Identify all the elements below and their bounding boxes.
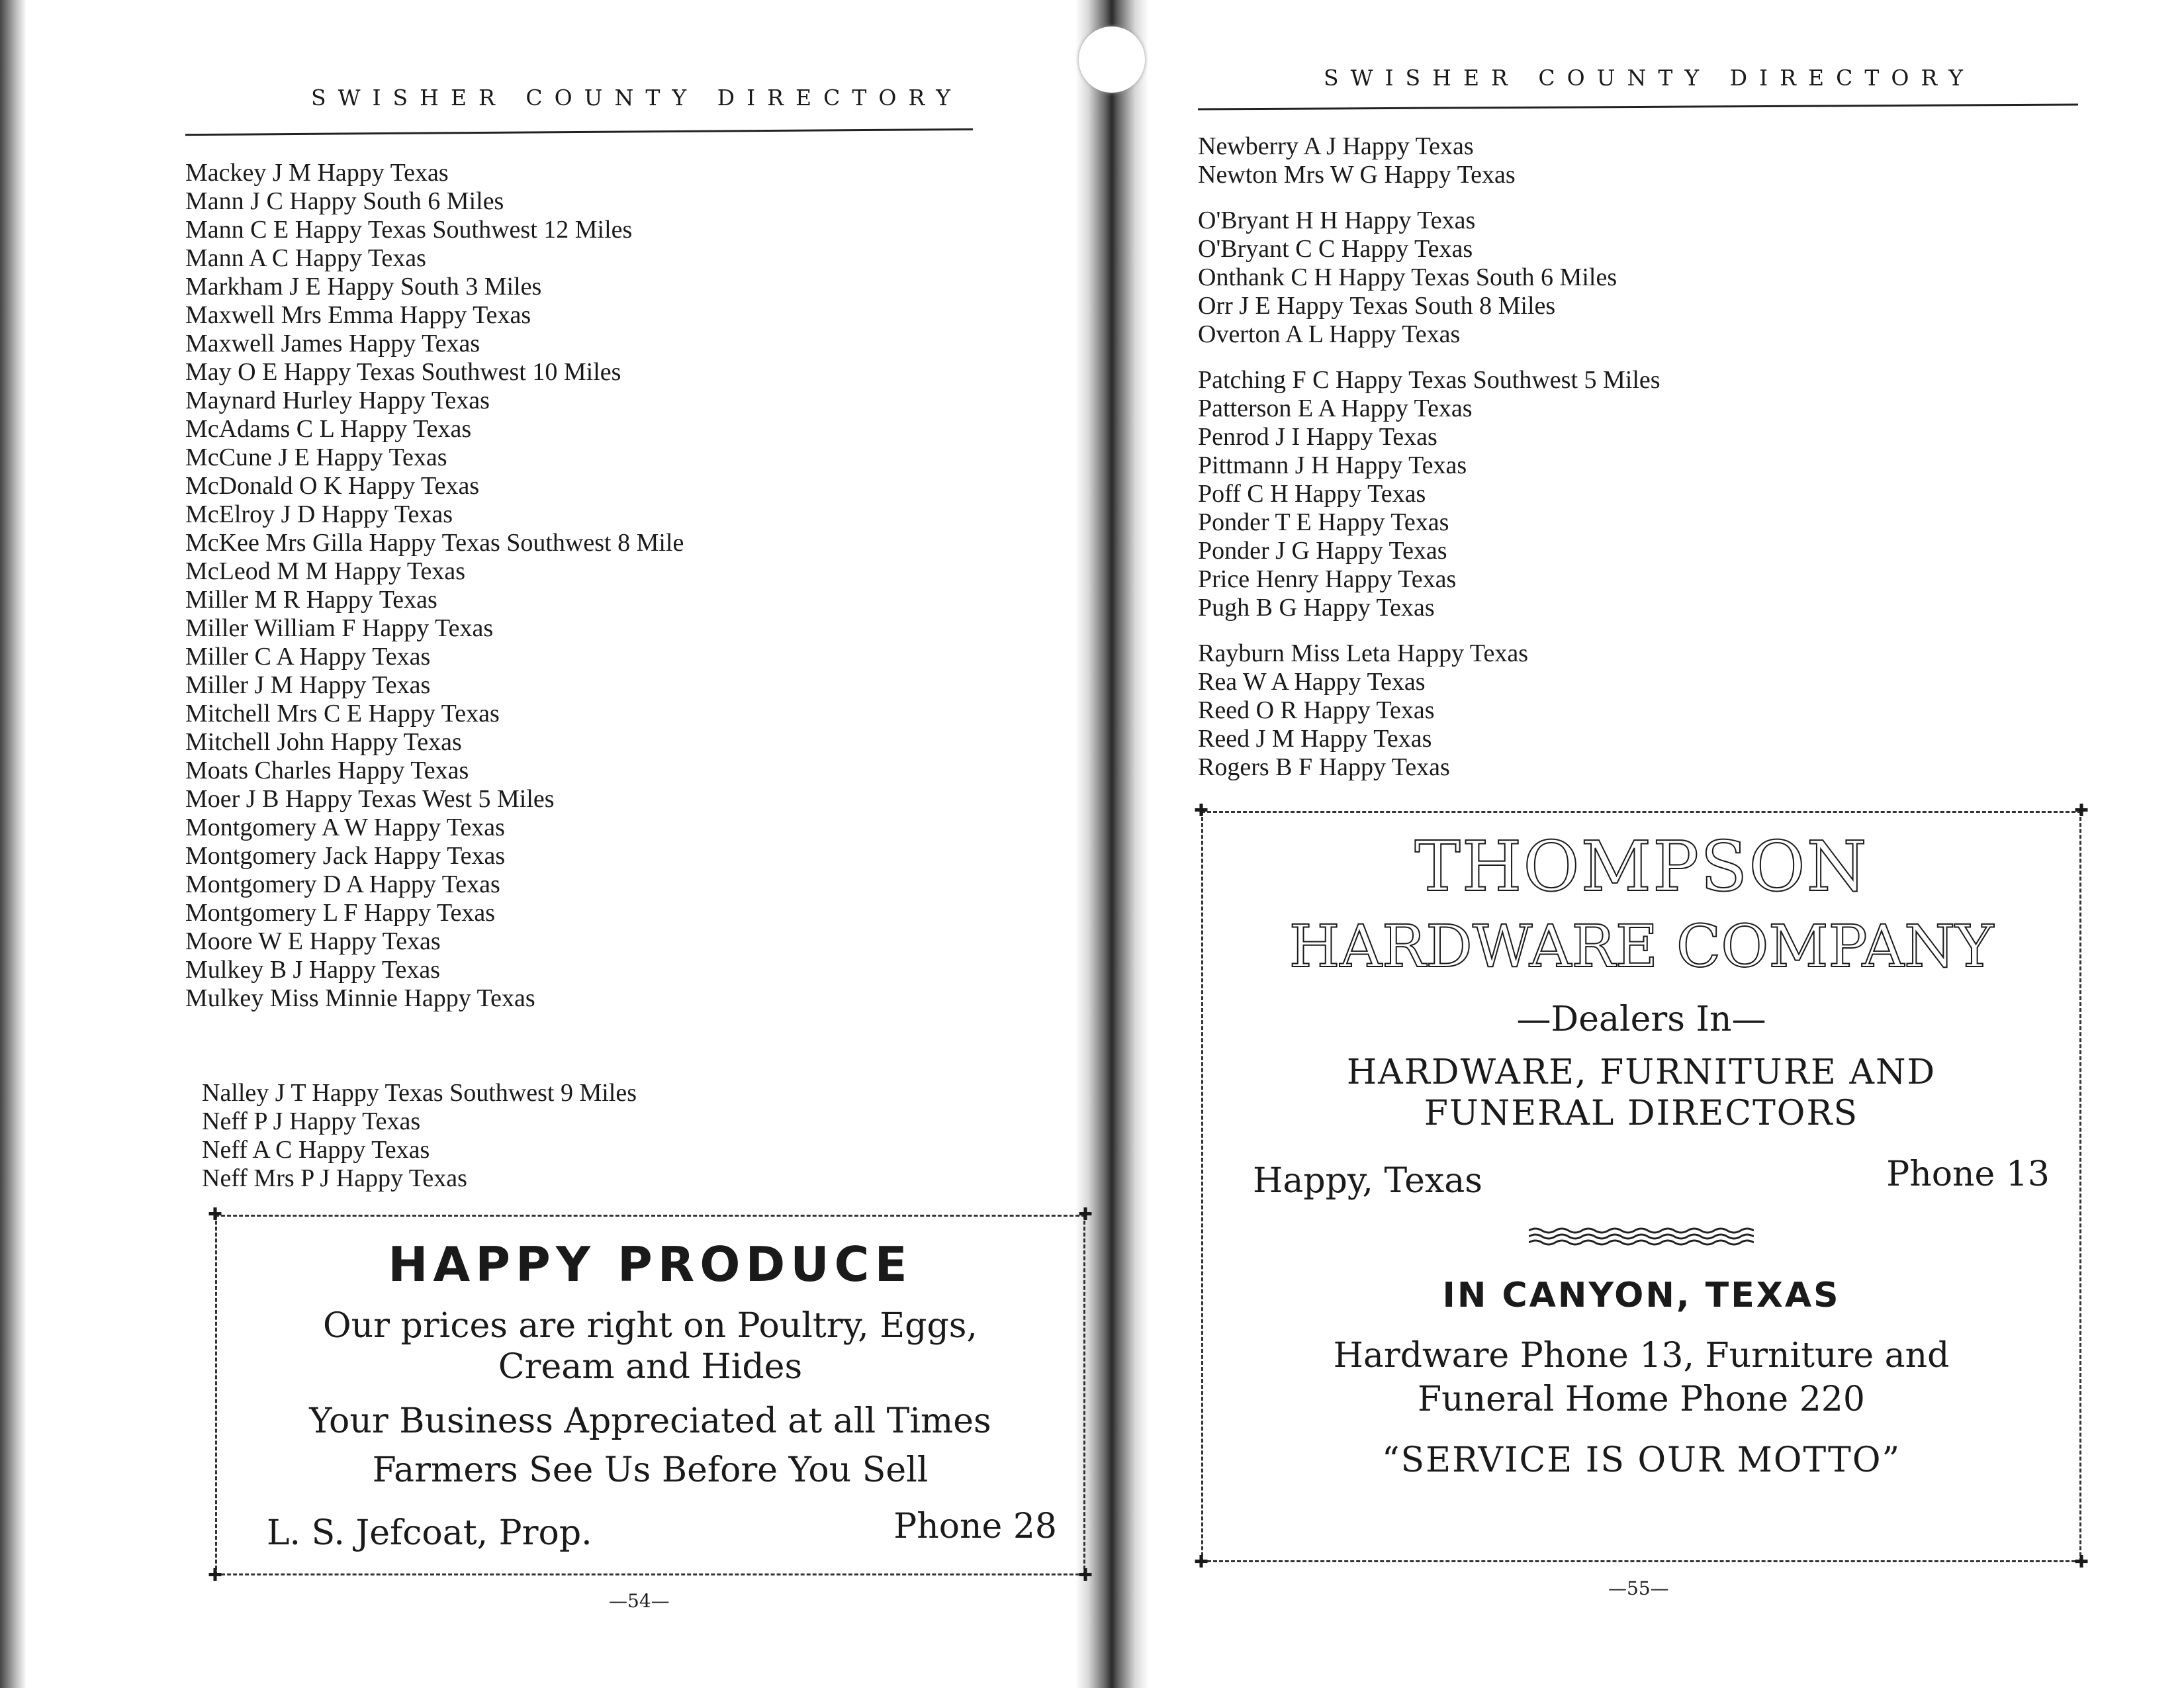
ad-line: Your Business Appreciated at all Times (309, 1401, 991, 1441)
ad-dealers: —Dealers In— (1516, 1000, 1766, 1039)
directory-entry: Mann A C Happy Texas (185, 244, 426, 272)
corner-ornament: ✚ (2074, 801, 2089, 821)
corner-ornament: ✚ (1078, 1566, 1093, 1585)
ad-line: HARDWARE, FURNITURE AND (1346, 1053, 1936, 1092)
ad-line: Cream and Hides (498, 1347, 803, 1387)
directory-entry: Reed O R Happy Texas (1198, 696, 1435, 724)
directory-entry: Poff C H Happy Texas (1198, 480, 1426, 508)
corner-ornament: ✚ (208, 1205, 222, 1225)
corner-ornament: ✚ (1194, 801, 1208, 821)
ad-subtitle: HARDWARE COMPANY (1289, 912, 1994, 980)
directory-entry: Montgomery Jack Happy Texas (185, 842, 506, 870)
directory-entry: Rayburn Miss Leta Happy Texas (1198, 639, 1528, 667)
ad-phone: Phone 28 (893, 1507, 1057, 1546)
directory-entry: Miller M R Happy Texas (185, 586, 437, 614)
directory-entry: Moats Charles Happy Texas (185, 757, 469, 784)
directory-entry: Montgomery D A Happy Texas (185, 870, 500, 898)
directory-entry: Montgomery A W Happy Texas (185, 814, 505, 841)
header-rule (1198, 104, 2078, 111)
directory-entry: Mitchell Mrs C E Happy Texas (185, 700, 500, 727)
directory-entry: McDonald O K Happy Texas (185, 472, 480, 500)
directory-entry: Mann J C Happy South 6 Miles (185, 187, 504, 215)
happy-produce-ad (208, 1205, 1093, 1585)
ad-motto: “SERVICE IS OUR MOTTO” (1381, 1440, 1901, 1480)
thompson-hardware-ad (1194, 801, 2089, 1572)
directory-entry: Patterson E A Happy Texas (1198, 395, 1473, 422)
group-gap (1198, 349, 1661, 366)
directory-entry: Maynard Hurley Happy Texas (185, 387, 490, 414)
directory-entry: Mulkey B J Happy Texas (185, 956, 441, 984)
header-rule (185, 128, 973, 136)
directory-entry: Newberry A J Happy Texas (1198, 132, 1474, 160)
directory-entry: Reed J M Happy Texas (1198, 725, 1432, 753)
directory-entry: McCune J E Happy Texas (185, 444, 447, 471)
directory-entry: McAdams C L Happy Texas (185, 415, 472, 443)
directory-entry: Ponder T E Happy Texas (1198, 508, 1449, 536)
directory-entry: Price Henry Happy Texas (1198, 565, 1457, 593)
directory-entry: Penrod J I Happy Texas (1198, 423, 1437, 451)
directory-entry: Pugh B G Happy Texas (1198, 594, 1435, 622)
directory-entry: Orr J E Happy Texas South 8 Miles (1198, 292, 1556, 320)
directory-entry: Onthank C H Happy Texas South 6 Miles (1198, 263, 1617, 291)
right-page (1125, 0, 2184, 1688)
directory-entry: Miller William F Happy Texas (185, 614, 494, 642)
directory-entry: Neff Mrs P J Happy Texas (202, 1164, 467, 1192)
directory-entry: McLeod M M Happy Texas (185, 557, 466, 585)
ad-line: FUNERAL DIRECTORS (1424, 1094, 1859, 1133)
directory-entry: Overton A L Happy Texas (1198, 320, 1461, 348)
directory-entry: Rea W A Happy Texas (1198, 668, 1426, 696)
directory-entry: O'Bryant H H Happy Texas (1198, 207, 1476, 234)
ad-canyon-heading: IN CANYON, TEXAS (1442, 1276, 1841, 1315)
directory-entry: McElroy J D Happy Texas (185, 500, 453, 528)
directory-entry: Mulkey Miss Minnie Happy Texas (185, 984, 535, 1012)
directory-entry: Patching F C Happy Texas Southwest 5 Miles (1198, 366, 1661, 394)
ad-proprietor: L. S. Jefcoat, Prop. (267, 1513, 592, 1553)
directory-entry: May O E Happy Texas Southwest 10 Miles (185, 358, 621, 386)
directory-entry: Newton Mrs W G Happy Texas (1198, 161, 1516, 189)
directory-entry: Nalley J T Happy Texas Southwest 9 Miles (202, 1079, 637, 1107)
directory-entry: Montgomery L F Happy Texas (185, 899, 496, 927)
directory-entry: Neff A C Happy Texas (202, 1136, 430, 1164)
ad-city: Happy, Texas (1253, 1161, 1482, 1201)
directory-entry: Maxwell Mrs Emma Happy Texas (185, 301, 531, 329)
directory-list-n (202, 1079, 637, 1193)
ad-line: Farmers See Us Before You Sell (372, 1450, 929, 1490)
directory-entry: McKee Mrs Gilla Happy Texas Southwest 8 Mile (185, 529, 684, 557)
directory-entry: Rogers B F Happy Texas (1198, 753, 1450, 781)
page-number: —54— (609, 1590, 670, 1612)
ad-line: Our prices are right on Poultry, Eggs, (323, 1306, 978, 1346)
group-gap (1198, 622, 1661, 639)
page-header: SWISHER COUNTY DIRECTORY (1324, 65, 1976, 91)
ad-title: THOMPSON (1414, 826, 1868, 907)
directory-entry: Markham J E Happy South 3 Miles (185, 273, 542, 301)
corner-ornament: ✚ (1194, 1552, 1208, 1572)
directory-entry: Maxwell James Happy Texas (185, 330, 480, 357)
page-header: SWISHER COUNTY DIRECTORY (311, 85, 963, 111)
corner-ornament: ✚ (208, 1566, 222, 1585)
directory-entry: Miller J M Happy Texas (185, 671, 431, 699)
directory-entry: Mitchell John Happy Texas (185, 728, 462, 756)
ad-title: HAPPY PRODUCE (388, 1237, 913, 1292)
group-gap (1198, 189, 1661, 207)
ad-city-row (1203, 1154, 2079, 1207)
directory-entry: Ponder J G Happy Texas (1198, 537, 1447, 565)
directory-entry: Moer J B Happy Texas West 5 Miles (185, 785, 555, 813)
wave-divider (1529, 1227, 1754, 1246)
directory-entry: O'Bryant C C Happy Texas (1198, 235, 1473, 263)
corner-ornament: ✚ (2074, 1552, 2089, 1572)
directory-entry: Pittmann J H Happy Texas (1198, 451, 1467, 479)
directory-entry: Miller C A Happy Texas (185, 643, 431, 671)
directory-entry: Mann C E Happy Texas Southwest 12 Miles (185, 216, 633, 244)
ad-phone: Phone 13 (1886, 1154, 2050, 1194)
ad-line: Funeral Home Phone 220 (1418, 1380, 1865, 1419)
directory-entry: Neff P J Happy Texas (202, 1107, 421, 1135)
directory-entry: Moore W E Happy Texas (185, 927, 441, 955)
directory-list (185, 159, 684, 1013)
page-number: —55— (1608, 1577, 1669, 1599)
ad-line: Hardware Phone 13, Furniture and (1333, 1336, 1950, 1376)
directory-list (1198, 132, 1661, 782)
directory-entry: Mackey J M Happy Texas (185, 159, 449, 187)
corner-ornament: ✚ (1078, 1205, 1093, 1225)
